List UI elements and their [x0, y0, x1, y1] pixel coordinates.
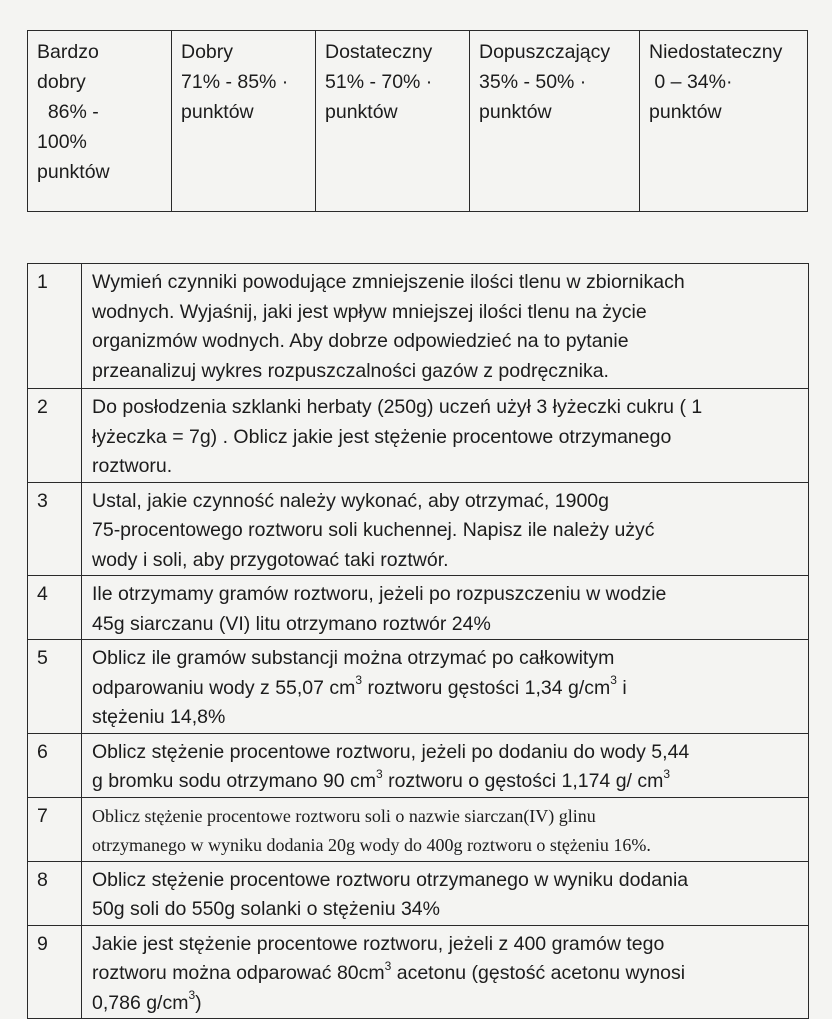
- task-number: 7: [28, 797, 82, 861]
- task-row: [28, 861, 809, 925]
- task-text: [82, 640, 809, 734]
- grade-cell-dobry: [172, 31, 316, 212]
- text-segment: Do posłodzenia szklanki herbaty (250g) uczeń użył 3 łyżeczki cukru ( 1: [92, 396, 703, 418]
- task-text: [82, 264, 809, 389]
- task-text-line: [92, 959, 800, 989]
- text-segment: 45g siarczanu (VI) litu otrzymano roztwór 24%: [92, 612, 491, 635]
- text-segment: roztworu można odparować 80cm: [92, 962, 385, 984]
- task-text-line: [92, 895, 800, 925]
- text-segment: Ile otrzymamy gramów roztworu, jeżeli po rozpuszczeniu w wodzie: [92, 583, 667, 605]
- text-segment: roztworu.: [92, 455, 173, 477]
- task-row: [28, 797, 809, 861]
- text-segment: stężeniu 14,8%: [92, 706, 226, 728]
- task-number: 9: [28, 925, 82, 1019]
- task-number: 4: [28, 576, 82, 640]
- task-text-line: [92, 357, 800, 387]
- task-number: 1: [28, 264, 82, 389]
- text-segment: odparowaniu wody z 55,07 cm: [92, 676, 356, 699]
- grade-text-line: Dobry: [181, 41, 234, 63]
- text-segment: wodnych. Wyjaśnij, jaki jest wpływ mniejszej ilości tlenu na życie: [92, 300, 647, 323]
- text-segment: przeanalizuj wykres rozpuszczalności gazów z podręcznika.: [92, 359, 609, 382]
- superscript: 3: [355, 673, 363, 687]
- text-segment: roztworu o gęstości 1,174 g/ cm: [382, 770, 664, 792]
- tasks-table-body: [28, 264, 809, 1019]
- task-row: [28, 925, 809, 1019]
- task-text-line: [92, 866, 800, 896]
- task-text-line: [92, 516, 800, 546]
- task-text-line: [92, 674, 800, 704]
- task-number: 5: [28, 640, 82, 734]
- task-number: 3: [28, 482, 82, 576]
- grade-text-line: 86% -: [37, 101, 99, 123]
- grade-text-line: punktów: [325, 101, 398, 123]
- grade-text-line: 35% - 50% ·: [479, 71, 587, 93]
- grade-text-line: 51% - 70% ·: [325, 71, 433, 93]
- text-segment: Oblicz stężenie procentowe roztworu, jeżeli po dodaniu do wody 5,44: [92, 740, 690, 763]
- task-text: [82, 861, 809, 925]
- grade-text-line: punktów: [649, 101, 722, 123]
- task-text-line: [92, 423, 800, 453]
- task-number: 6: [28, 733, 82, 797]
- task-row: [28, 733, 809, 797]
- grade-cell-bardzo-dobry: [28, 31, 172, 212]
- text-segment: łyżeczka = 7g) . Oblicz jakie jest stężenie procentowe otrzymanego: [92, 425, 672, 448]
- text-segment: Ustal, jakie czynność należy wykonać, aby otrzymać, 1900g: [92, 489, 609, 512]
- text-segment: i: [616, 676, 627, 699]
- grade-text-line: punktów: [181, 101, 254, 123]
- task-row: [28, 482, 809, 576]
- superscript: 3: [375, 766, 383, 781]
- text-segment: roztworu gęstości 1,34 g/cm: [362, 676, 611, 699]
- task-text-line: [92, 930, 800, 960]
- task-text-line: [92, 989, 800, 1019]
- grade-text-line: 0 – 34%·: [649, 71, 733, 93]
- grade-text-line: Dostateczny: [325, 41, 433, 63]
- grade-text-line: 100%: [37, 131, 87, 153]
- task-text-line: [92, 393, 800, 423]
- grade-text-line: dobry: [37, 71, 86, 93]
- superscript: 3: [663, 766, 671, 781]
- grade-cell-dopuszczajacy: [470, 31, 640, 212]
- superscript: 3: [188, 988, 196, 1002]
- task-text-line: [92, 487, 800, 517]
- text-segment: ): [195, 991, 202, 1014]
- task-text: [82, 389, 809, 483]
- grading-scale-table: [27, 30, 808, 212]
- task-text: [82, 797, 809, 861]
- task-text-line: [92, 580, 800, 610]
- grade-text-line: punktów: [37, 161, 110, 183]
- task-text-line: [92, 452, 800, 482]
- text-segment: acetonu (gęstość acetonu wynosi: [391, 962, 686, 984]
- task-text: [82, 925, 809, 1019]
- task-text-line: [92, 268, 800, 298]
- superscript: 3: [384, 958, 392, 973]
- task-number: 8: [28, 861, 82, 925]
- grade-text-line: Bardzo: [37, 41, 99, 63]
- task-text-line: [92, 738, 800, 768]
- text-segment: organizmów wodnych. Aby dobrze odpowiedzieć na to pytanie: [92, 330, 629, 352]
- task-text-line: [92, 831, 800, 861]
- task-row: [28, 389, 809, 483]
- text-segment: g bromku sodu otrzymano 90 cm: [92, 770, 376, 792]
- tasks-table: [27, 263, 809, 1019]
- task-text-line: [92, 610, 800, 640]
- task-text-line: [92, 298, 800, 328]
- grade-cell-dostateczny: [316, 31, 470, 212]
- grading-scale-row: [28, 31, 808, 212]
- text-segment: 50g soli do 550g solanki o stężeniu 34%: [92, 898, 440, 920]
- task-text-line: [92, 327, 800, 357]
- superscript: 3: [610, 673, 617, 687]
- task-row: [28, 576, 809, 640]
- task-text: [82, 576, 809, 640]
- task-text: [82, 482, 809, 576]
- grade-text-line: Niedostateczny: [649, 41, 783, 63]
- task-text-line: [92, 703, 800, 733]
- task-row: [28, 640, 809, 734]
- task-text-line: [92, 802, 800, 832]
- task-text-line: [92, 546, 800, 576]
- text-segment: 75-procentowego roztworu soli kuchennej. Napisz ile należy użyć: [92, 519, 655, 541]
- grade-cell-niedostateczny: [640, 31, 808, 212]
- grade-text-line: 71% - 85% ·: [181, 71, 289, 93]
- grade-text-line: punktów: [479, 101, 552, 123]
- task-row: [28, 264, 809, 389]
- text-segment: Oblicz ile gramów substancji można otrzymać po całkowitym: [92, 647, 615, 669]
- grade-text-line: Dopuszczający: [479, 41, 611, 63]
- text-segment: Oblicz stężenie procentowe roztworu soli o nazwie siarczan(IV) glinu: [92, 805, 596, 826]
- text-segment: otrzymanego w wyniku dodania 20g wody do 400g roztworu o stężeniu 16%.: [92, 835, 651, 855]
- text-segment: Oblicz stężenie procentowe roztworu otrzymanego w wyniku dodania: [92, 868, 689, 891]
- text-segment: Wymień czynniki powodujące zmniejszenie ilości tlenu w zbiornikach: [92, 271, 685, 293]
- task-text: [82, 733, 809, 797]
- task-text-line: [92, 644, 800, 674]
- text-segment: wody i soli, aby przygotować taki roztwór.: [92, 548, 449, 571]
- task-text-line: [92, 767, 800, 797]
- text-segment: Jakie jest stężenie procentowe roztworu, jeżeli z 400 gramów tego: [92, 932, 665, 955]
- text-segment: 0,786 g/cm: [92, 991, 189, 1014]
- task-number: 2: [28, 389, 82, 483]
